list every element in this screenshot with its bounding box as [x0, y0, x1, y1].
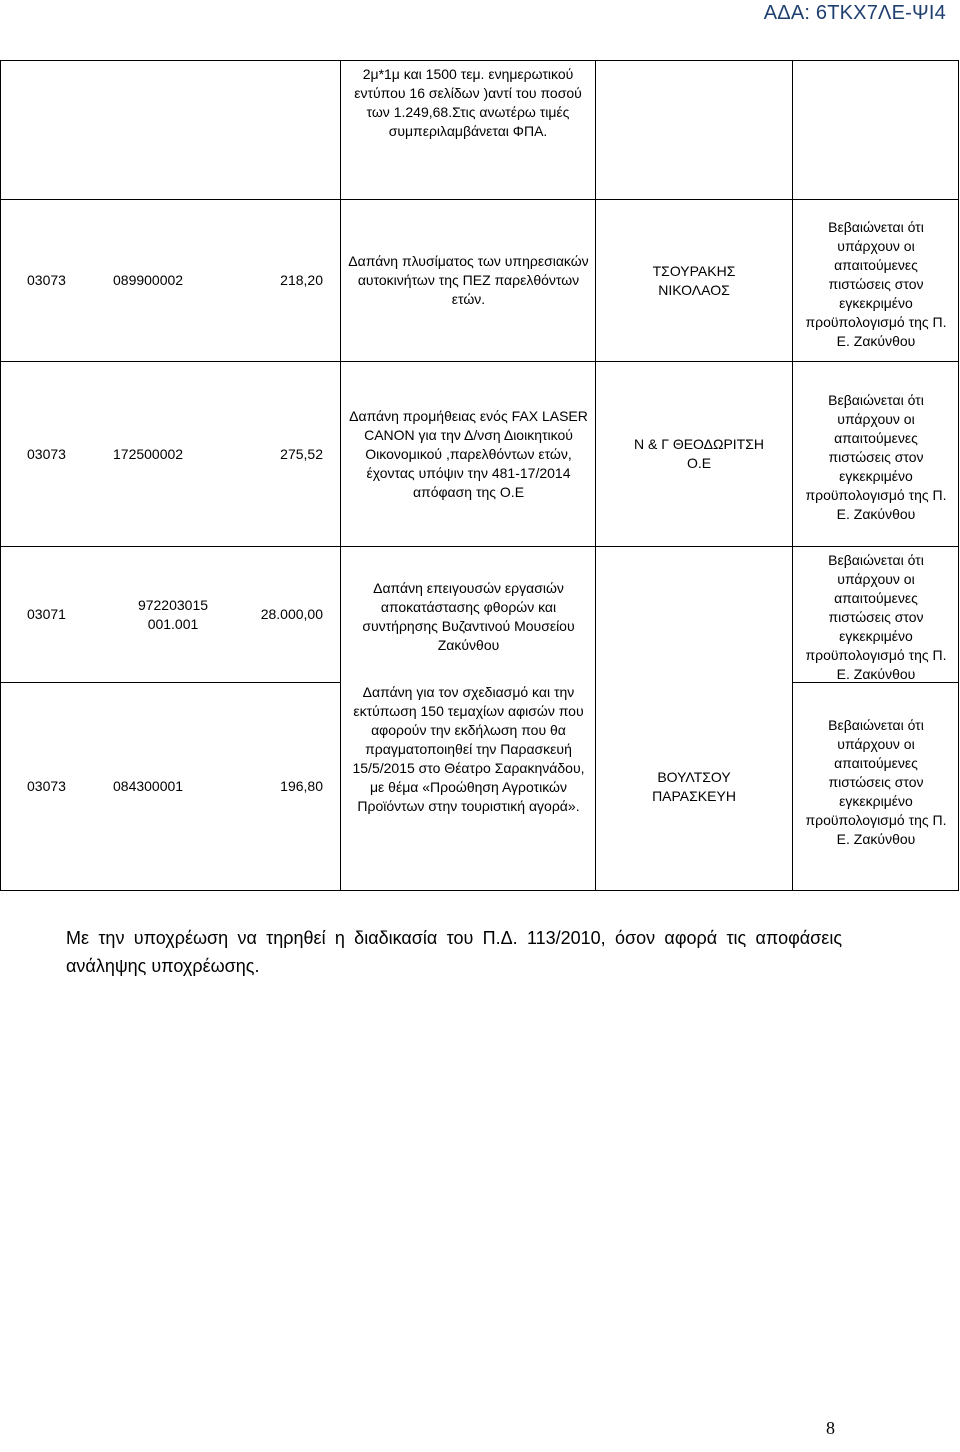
row-code2: 972203015 001.001 [137, 596, 209, 632]
row-confirmation: Βεβαιώνεται ότι υπάρχουν οι απαιτούμενες πιστώσεις στον εγκεκριμένο προϋπολογισμό της Π. Ε. Ζακύνθου [805, 391, 947, 522]
footer-note: Με την υποχρέωση να τηρηθεί η διαδικασία του Π.Δ. 113/2010, όσον αφορά τις αποφάσεις ανάληψης υποχρέωσης. [66, 928, 842, 976]
row-confirmation: Βεβαιώνεται ότι υπάρχουν οι απαιτούμενες πιστώσεις στον εγκεκριμένο προϋπολογισμό της Π. Ε. Ζακύνθου [805, 552, 947, 682]
row-description: 2μ*1μ και 1500 τεμ. ενημερωτικού εντύπου 16 σελίδων )αντί του ποσού των 1.249,68.Στις ανωτέρω τιμές συμπεριλαμβάνεται ΦΠΑ. [354, 66, 582, 139]
row-description: Δαπάνη πλυσίματος των υπηρεσιακών αυτοκινήτων της ΠΕΖ παρελθόντων ετών. [348, 253, 589, 307]
row-code1: 03071 [27, 606, 66, 622]
row-code1: 03073 [27, 445, 66, 462]
appropriations-table [0, 60, 959, 891]
row-amount: 218,20 [280, 272, 323, 288]
row-code2: 089900002 [113, 272, 184, 288]
row-description: Δαπάνη για τον σχεδιασμό και την εκτύπωση 150 τεμαχίων αφισών που αφορούν την εκδήλωση που θα πραγματοποιηθεί την Παρασκευή 15/5/2015 στο Θέατρο Σαρακηνάδου, με θέμα «Προώθηση Αγροτικών Προϊόντων στην τουριστική αγορά». [352, 684, 585, 814]
ada-header: ΑΔΑ: 6ΤΚΧ7ΛΕ-ΨΙ4 [763, 2, 946, 24]
row-description: Δαπάνη προμήθειας ενός FAX LASER CANON για την Δ/νση Διοικητικού Οικονομικού ,παρελθόντων ετών, έχοντας υπόψιν την 481-17/2014 απόφαση της Ο.Ε [349, 407, 588, 500]
page-number: 8 [826, 1418, 835, 1438]
row-beneficiary: ΤΣΟΥΡΑΚΗΣ ΝΙΚΟΛΑΟΣ [652, 262, 736, 298]
row-amount: 196,80 [280, 778, 323, 794]
row-amount: 275,52 [280, 445, 323, 462]
row-description: Δαπάνη επειγουσών εργασιών αποκατάστασης φθορών και συντήρησης Βυζαντινού Μουσείου Ζακύνθου [362, 580, 575, 653]
row-code2: 084300001 [113, 778, 184, 794]
row-beneficiary: Ν & Γ ΘΕΟΔΩΡΙΤΣΗ Ο.Ε [633, 436, 764, 471]
row-code2: 172500002 [113, 445, 184, 462]
row-amount: 28.000,00 [260, 606, 323, 622]
row-beneficiary: ΒΟΥΛΤΣΟΥ ΠΑΡΑΣΚΕΥΗ [652, 768, 736, 804]
row-code1: 03073 [27, 778, 66, 794]
row-confirmation: Βεβαιώνεται ότι υπάρχουν οι απαιτούμενες πιστώσεις στον εγκεκριμένο προϋπολογισμό της Π. Ε. Ζακύνθου [805, 219, 947, 349]
row-confirmation: Βεβαιώνεται ότι υπάρχουν οι απαιτούμενες πιστώσεις στον εγκεκριμένο προϋπολογισμό της Π. Ε. Ζακύνθου [805, 717, 947, 847]
row-code1: 03073 [27, 272, 66, 288]
table-row [341, 61, 595, 199]
